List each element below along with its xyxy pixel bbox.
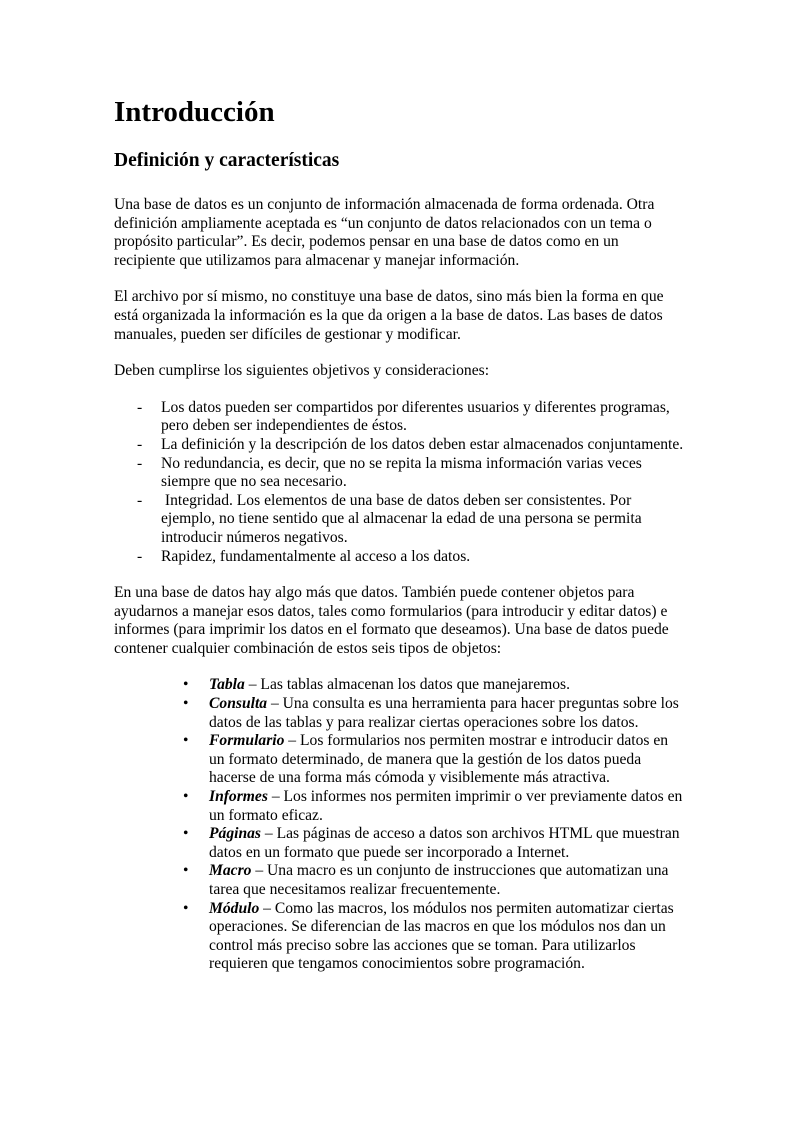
objectives-intro-paragraph: Deben cumplirse los siguientes objetivos y consideraciones: [114, 362, 490, 380]
dash-marker: - [137, 454, 143, 472]
bullet-marker: • [183, 825, 189, 843]
list-item-text: La definición y la descripción de los datos deben estar almacenados conjuntamente. [161, 435, 684, 453]
object-term: Páginas [209, 825, 261, 843]
list-item [114, 825, 684, 862]
bullet-marker: • [183, 899, 189, 917]
object-description: – Los informes nos permiten imprimir o ver previamente datos en un formato eficaz. [209, 788, 683, 824]
object-description: – Una consulta es una herramienta para hacer preguntas sobre los datos de las tablas y para realizar ciertas operaciones sobre los datos. [209, 695, 679, 731]
list-item [114, 548, 684, 567]
list-item-text: Integridad. Los elementos de una base de datos deben ser consistentes. Por ejemplo, no tiene sentido que al almacenar la edad de una persona se permita introducir números negativos. [161, 491, 646, 546]
object-term: Tabla [209, 676, 245, 694]
object-description: – Las tablas almacenan los datos que manejaremos. [244, 676, 571, 694]
section-heading: Definición y características [114, 150, 340, 171]
list-item [114, 492, 684, 548]
object-description: – Una macro es un conjunto de instrucciones que automatizan una tarea que necesitamos realizar frecuentemente. [209, 862, 669, 898]
bullet-marker: • [183, 862, 189, 880]
list-item [114, 436, 684, 455]
page-title: Introducción [114, 96, 275, 128]
list-item [114, 900, 684, 974]
object-term: Consulta [209, 695, 268, 713]
object-types-list [114, 676, 684, 974]
list-item [114, 862, 684, 899]
bullet-marker: • [183, 788, 189, 806]
list-item-text: No redundancia, es decir, que no se repita la misma información varias veces siempre que no sea necesario. [161, 454, 642, 491]
list-item [114, 399, 684, 436]
list-item-text: Los datos pueden ser compartidos por diferentes usuarios y diferentes programas, pero deben ser independientes de éstos. [161, 398, 670, 435]
dash-marker: - [137, 398, 143, 416]
list-item [114, 455, 684, 492]
archive-paragraph: El archivo por sí mismo, no constituye una base de datos, sino más bien la forma en que está organizada la información es la que da origen a la base de datos. Las bases de datos manuales, pueden ser difíciles de gestionar y modificar. [114, 288, 664, 343]
list-item [114, 695, 684, 732]
object-description: – Como las macros, los módulos nos permiten automatizar ciertas operaciones. Se diferencian de las macros en que los módulos nos dan un control más preciso sobre las acciones que se toman. Para utilizarlos requieren que tengamos conocimientos sobre programación. [209, 899, 674, 973]
objectives-list [114, 399, 684, 566]
dash-marker: - [137, 491, 143, 509]
object-description: – Las páginas de acceso a datos son archivos HTML que muestran datos en un formato que puede ser incorporado a Internet. [209, 825, 680, 861]
object-term: Informes [209, 788, 268, 806]
bullet-marker: • [183, 676, 189, 694]
list-item [114, 676, 684, 695]
object-term: Macro [209, 862, 252, 880]
list-item [114, 788, 684, 825]
object-term: Módulo [209, 899, 260, 917]
bullet-marker: • [183, 732, 189, 750]
dash-marker: - [137, 547, 143, 565]
objects-intro-paragraph: En una base de datos hay algo más que datos. También puede contener objetos para ayudarnos a manejar esos datos, tales como formularios (para introducir y editar datos) e informes (para imprimir los datos en el formato que deseamos). Una base de datos puede contener cualquier combinación de estos seis tipos de objetos: [114, 584, 669, 657]
object-term: Formulario [209, 732, 285, 750]
list-item [114, 732, 684, 788]
document-page [114, 92, 684, 974]
dash-marker: - [137, 435, 143, 453]
bullet-marker: • [183, 695, 189, 713]
list-item-text: Rapidez, fundamentalmente al acceso a los datos. [161, 547, 471, 565]
object-description: – Los formularios nos permiten mostrar e introducir datos en un formato determinado, de manera que la gestión de los datos pueda hacerse de una forma más cómoda y visiblemente más atractiva. [209, 732, 669, 787]
intro-paragraph: Una base de datos es un conjunto de información almacenada de forma ordenada. Otra definición ampliamente aceptada es “un conjunto de datos relacionados con un tema o propósito particular”. Es decir, podemos pensar en una base de datos como en un recipiente que utilizamos para almacenar y manejar información. [114, 196, 655, 269]
